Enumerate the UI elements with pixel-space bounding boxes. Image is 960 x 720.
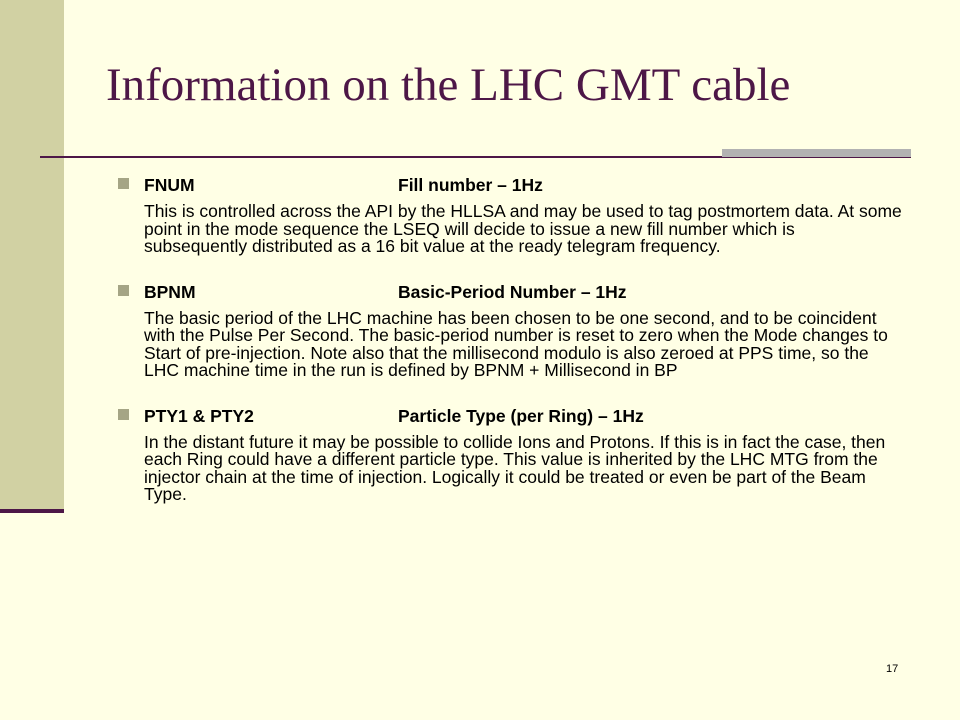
item-code: BPNM	[144, 281, 196, 302]
item-name: Fill number – 1Hz	[398, 175, 543, 195]
item-description: In the distant future it may be possible to collide Ions and Protons. If this is in fact the case, then each Ring could have a different particle type. This value is inherited by the LHC MTG from the injector chain at the time of injection. Logically it could be treated or even be part of the Beam Type.	[144, 431, 886, 504]
item-heading	[144, 406, 908, 426]
item-name: Particle Type (per Ring) – 1Hz	[398, 405, 644, 426]
item-description: This is controlled across the API by the HLLSA and may be used to tag postmortem data. At some point in the mode sequence the LSEQ will decide to issue a new fill number which is subsequently distributed as a 16 bit value at the ready telegram frequency.	[144, 201, 902, 256]
slide-title: Information on the LHC GMT cable	[106, 59, 791, 111]
item-heading	[144, 175, 908, 195]
square-bullet-icon	[118, 285, 129, 296]
item-code: FNUM	[144, 175, 195, 195]
square-bullet-icon	[118, 409, 129, 420]
item-heading	[144, 282, 908, 302]
side-decoration-bar	[0, 0, 64, 510]
list-item-pty	[118, 406, 908, 504]
side-decoration-base	[0, 509, 64, 513]
list-item-fnum	[118, 175, 908, 256]
title-underline-accent	[722, 149, 911, 157]
square-bullet-icon	[118, 178, 129, 189]
list-item-bpnm	[118, 282, 908, 380]
page-number: 17	[886, 663, 899, 675]
item-description: The basic period of the LHC machine has been chosen to be one second, and to be coincident with the Pulse Per Second. The basic-period number is reset to zero when the Mode changes to Start of pre-injection. Note also that the millisecond modulo is also zeroed at PPS time, so the LHC machine time in the run is defined by BPNM + Millisecond in BP	[144, 307, 888, 380]
slide-content	[118, 175, 908, 504]
item-code: PTY1 & PTY2	[144, 405, 254, 426]
item-name: Basic-Period Number – 1Hz	[398, 281, 627, 302]
